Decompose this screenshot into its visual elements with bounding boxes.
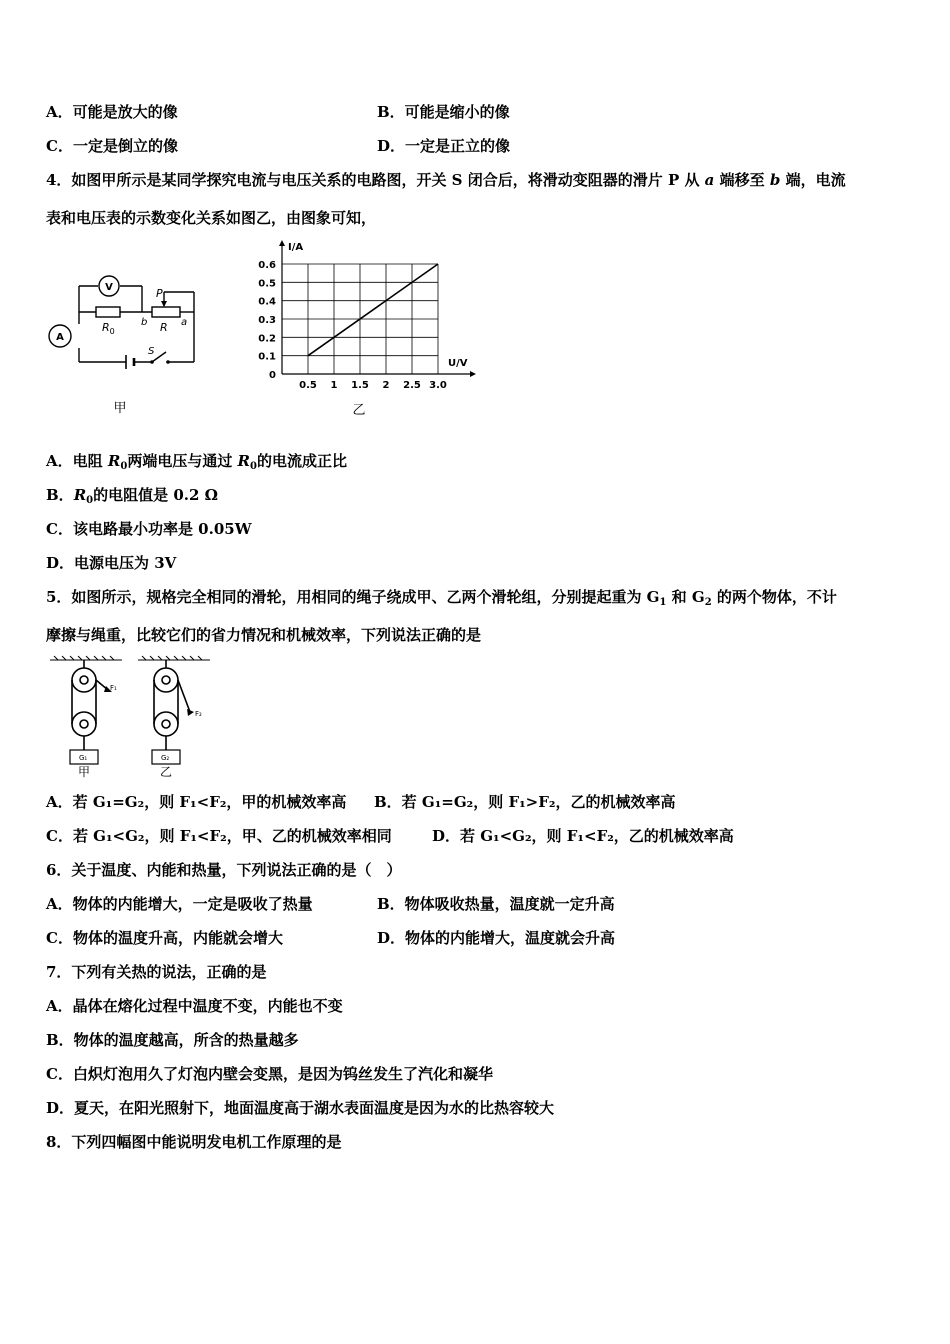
f1-label: F₁: [110, 684, 117, 692]
q6-option-c: C．物体的温度升高，内能就会增大: [46, 929, 283, 947]
rheostat-r: [152, 307, 180, 317]
q6-stem: 6．关于温度、内能和热量，下列说法正确的是（ ）: [46, 861, 402, 879]
q3-option-c: C．一定是倒立的像: [46, 137, 178, 155]
q7-option-b: B．物体的温度越高，所含的热量越多: [46, 1031, 299, 1049]
y-tick-label: 0.6: [258, 260, 276, 271]
f2-label: F₂: [195, 710, 202, 718]
iu-chart: [244, 238, 480, 420]
q8-stem: 8．下列四幅图中能说明发电机工作原理的是: [46, 1133, 342, 1151]
q4-option-a: A．电阻 $R_0$两端电压与通过 $R_0$的电流成正比: [46, 452, 347, 472]
q5-option-d: D．若 G₁<G₂，则 F₁<F₂，乙的机械效率高: [432, 827, 734, 845]
q6-option-b: B．物体吸收热量，温度就一定升高: [377, 895, 615, 913]
x-tick-label: 3.0: [429, 380, 447, 391]
q5-stem-line1: 5．如图所示，规格完全相同的滑轮，用相同的绳子绕成甲、乙两个滑轮组，分别提起重为 $G_1$ 和 $G_2$ 的两个物体，不计: [46, 588, 837, 608]
x-tick-label: 1.5: [351, 380, 369, 391]
q3-option-d: D．一定是正立的像: [377, 137, 511, 155]
y-tick-label: 0.2: [258, 333, 276, 345]
pulley-figure: [44, 654, 224, 778]
x-tick-label: 0.5: [299, 380, 317, 391]
y-axis-label: I/A: [288, 242, 304, 253]
r0-label: $R_0$: [102, 321, 115, 336]
g1-label: G₁: [79, 754, 88, 762]
p-label: P: [156, 287, 163, 300]
b-label: b: [141, 317, 148, 328]
q4-stem-line1: 4．如图甲所示是某同学探究电流与电压关系的电路图，开关 S 闭合后，将滑动变阻器的滑片 P 从 a 端移至 b 端，电流: [46, 171, 846, 189]
pulley-group-yi: [152, 660, 190, 764]
f2-arrow: [187, 709, 194, 716]
pulley-caption-jia: 甲: [77, 765, 91, 778]
q4-stem-line2: 表和电压表的示数变化关系如图乙，由图象可知，: [46, 209, 377, 227]
q7-option-d: D．夏天，在阳光照射下，地面温度高于湖水表面温度是因为水的比热容较大: [46, 1099, 555, 1117]
x-axis-arrow: [470, 371, 476, 377]
q4-option-d: D．电源电压为 3V: [46, 554, 177, 572]
s-label: S: [148, 346, 155, 357]
q3-option-b: B．可能是缩小的像: [377, 103, 510, 121]
y-tick-label: 0.3: [258, 315, 276, 326]
q5-stem-line2: 摩擦与绳重，比较它们的省力情况和机械效率，下列说法正确的是: [46, 626, 482, 644]
resistor-r0: [96, 307, 120, 317]
g2-label: G₂: [161, 754, 170, 762]
q7-option-a: A．晶体在熔化过程中温度不变，内能也不变: [46, 997, 343, 1015]
switch-s: [150, 360, 154, 364]
x-axis-label: U/V: [448, 358, 468, 369]
ammeter-label: A: [56, 332, 64, 343]
x-tick-label: 2.5: [403, 380, 421, 391]
y-tick-label: 0.4: [258, 296, 276, 308]
q5-option-c: C．若 G₁<G₂，则 F₁<F₂，甲、乙的机械效率相同: [46, 827, 392, 845]
q4-option-b: B．$R_0$的电阻值是 0.2 Ω: [46, 486, 219, 506]
figure-caption-yi: 乙: [352, 403, 366, 418]
y-axis-arrow: [279, 240, 285, 246]
q7-stem: 7．下列有关热的说法，正确的是: [46, 963, 267, 981]
y-tick-label: 0.5: [258, 278, 276, 290]
figure-caption-jia: 甲: [113, 401, 127, 416]
q5-option-b: B．若 G₁=G₂，则 F₁>F₂，乙的机械效率高: [374, 793, 676, 811]
a-label: a: [181, 317, 188, 328]
q7-option-c: C．白炽灯泡用久了灯泡内壁会变黑，是因为钨丝发生了汽化和凝华: [46, 1065, 493, 1083]
q4-option-c: C．该电路最小功率是 0.05W: [46, 520, 252, 538]
voltmeter-label: V: [105, 282, 113, 293]
r-label: R: [160, 321, 168, 334]
q3-option-a: A．可能是放大的像: [46, 103, 178, 121]
q6-option-a: A．物体的内能增大，一定是吸收了热量: [46, 895, 313, 913]
series-line: [308, 264, 438, 356]
pulley-caption-yi: 乙: [159, 765, 173, 778]
slider-p-arrow: [161, 301, 167, 307]
q6-option-d: D．物体的内能增大，温度就会升高: [377, 929, 616, 947]
x-tick-label: 1: [330, 380, 338, 391]
y-tick-label: 0.1: [258, 351, 276, 363]
y-tick-label: 0: [269, 370, 276, 381]
pulley-group-jia: [70, 660, 108, 764]
q5-option-a: A．若 G₁=G₂，则 F₁<F₂，甲的机械效率高: [46, 793, 347, 811]
x-tick-label: 2: [382, 380, 390, 391]
circuit-diagram: [44, 262, 204, 420]
